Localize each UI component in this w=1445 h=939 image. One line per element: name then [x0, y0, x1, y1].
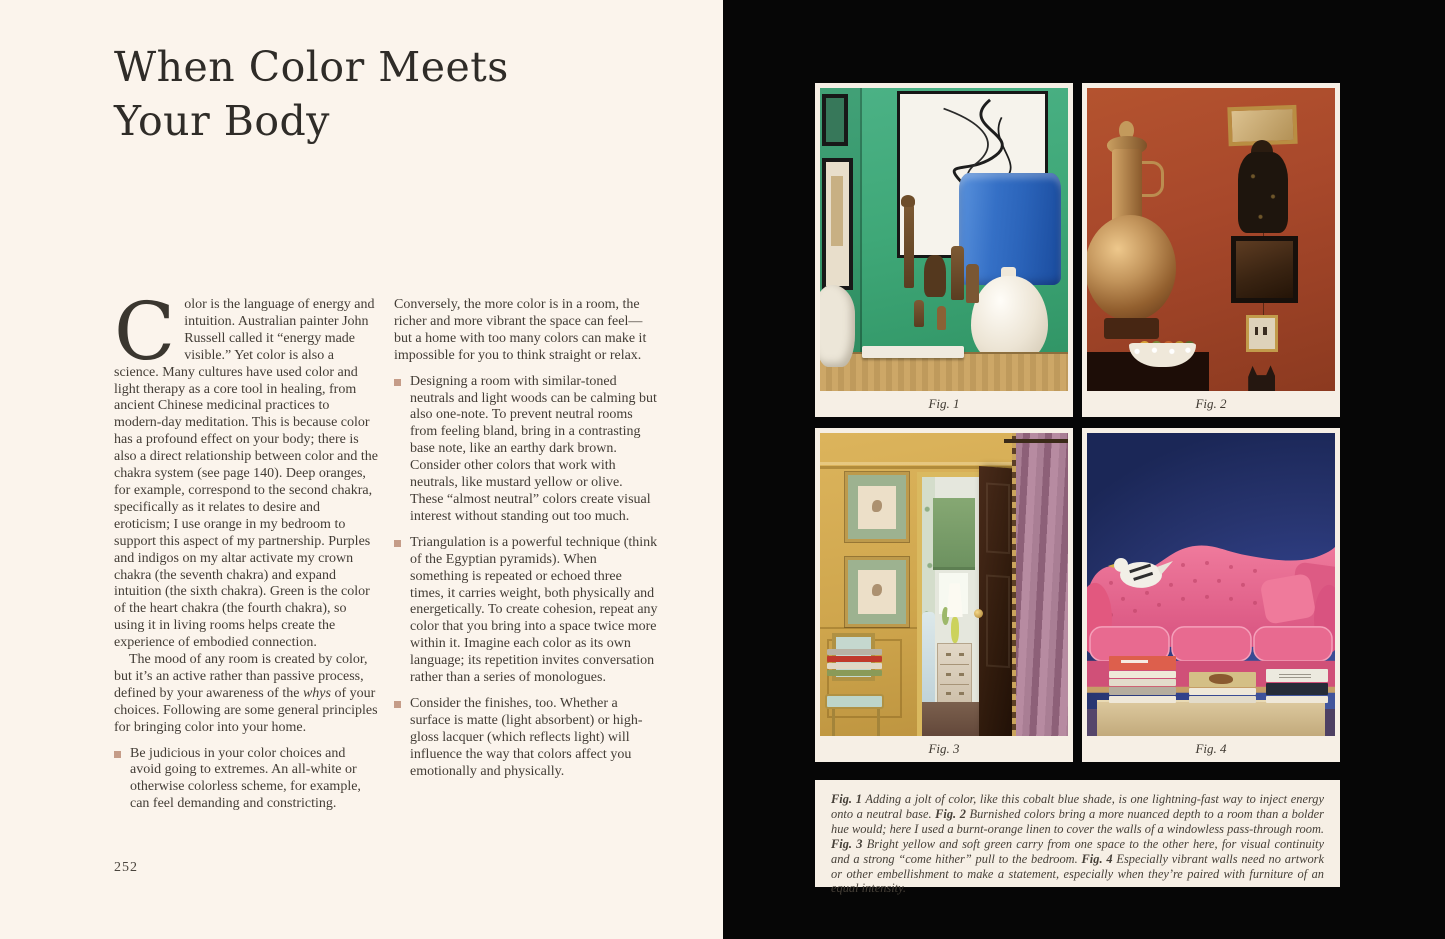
- plaster-bust: [820, 285, 855, 367]
- carved-wooden-hand: [951, 246, 963, 301]
- carved-wooden-hand: [937, 306, 947, 330]
- figure-3-photo-yellow-hall: [820, 433, 1068, 736]
- caption-fig3-label: Fig. 3: [831, 836, 863, 851]
- curtain-rod: [1004, 439, 1068, 443]
- chair-leg: [877, 709, 880, 736]
- right-page: [723, 0, 1445, 939]
- italic-word: whys: [302, 685, 331, 701]
- white-ceramic-lamp-base: [971, 276, 1048, 364]
- carved-wooden-hand: [914, 300, 924, 327]
- caption-fig4-text: Especially vibrant walls need no artwork or other embellishment to make a statement, especially when they’re paired with furniture of an equal intensity.: [831, 851, 1325, 896]
- drop-cap: C: [114, 285, 176, 378]
- book-stack-on-chair: [827, 648, 882, 676]
- small-gold-frame: [1246, 315, 1278, 351]
- white-tray: [862, 346, 964, 358]
- caption-fig3-text: Bright yellow and soft green carry from one space to the other here, for visual continuity and a strong “come hither” pull to the bedroom.: [831, 836, 1324, 866]
- figure-4-photo-blue-room: [1087, 433, 1335, 736]
- bullet-item-1: [114, 746, 378, 814]
- cat-silhouette: [1248, 364, 1275, 391]
- carved-wooden-hand: [924, 255, 946, 297]
- figure-4: [1082, 428, 1340, 762]
- book-stack-left: [1109, 656, 1176, 703]
- book-stack-middle: [1189, 672, 1256, 703]
- green-matted-print-bottom: [845, 557, 909, 627]
- caption-fig1-text: Adding a jolt of color, like this cobalt blue shade, is one lightning-fast way to inject energy onto a neutral base.: [831, 792, 1325, 821]
- green-matted-print-top: [845, 472, 909, 542]
- paragraph-conversely: Conversely, the more color is in a room, the richer and more vibrant the space can feel—but a home with too many colors can make it impossible for you to think straight or relax.: [394, 297, 647, 363]
- page-number: 252: [114, 860, 138, 875]
- figure-1-label: Fig. 1: [928, 396, 960, 411]
- caption-fig1-label: Fig. 1: [831, 792, 862, 806]
- text-column-1: [114, 285, 378, 813]
- caption-fig4-label: Fig. 4: [1081, 851, 1113, 866]
- bullet-4-text: Consider the finishes, too. Whether a surface is matte (light absorbent) or high-gloss lacquer (which reflects light) will influence the way that colors affect you emotionally and physically.: [410, 695, 643, 779]
- samovar-handle: [1142, 161, 1164, 197]
- bullet-square-icon: [394, 540, 401, 547]
- mauve-curtain: [1016, 433, 1068, 736]
- carved-wooden-arm: [904, 203, 914, 288]
- paragraph-mood: The mood of any room is created by color, but it’s an active rather than passive process, defined by your awareness of the whys of your choices. Following are some general principles for bringing color into your home.: [114, 652, 378, 735]
- figure-2-photo-rust-wall: [1087, 88, 1335, 391]
- black-framed-picture: [1231, 236, 1298, 303]
- hanging-textile-figure: [1238, 152, 1288, 234]
- figure-caption-box: [815, 780, 1340, 896]
- figure-1: [815, 83, 1073, 417]
- bed: [922, 612, 936, 705]
- figure-1-photo-green-room: [820, 88, 1068, 391]
- wall-frame-print: [822, 158, 853, 290]
- figure-3: [815, 428, 1073, 762]
- title-line-1: When Color Meets: [114, 43, 509, 91]
- bullet-square-icon: [114, 751, 121, 758]
- bullet-3-text: Triangulation is a powerful technique (think of the Egyptian pyramids). When something is repeated or echoed three times, it carries weight, both physically and energetically. To create cohesion, repeat any color that you bring into a space twice more within it. Imagine each color as its own language; its repetition invites conversation rather than a series of monologues.: [410, 534, 658, 686]
- chartreuse-lamp-base: [951, 617, 958, 643]
- text-column-2: [394, 297, 658, 780]
- chair-leg: [832, 709, 835, 736]
- figure-2: [1082, 83, 1340, 417]
- bullet-2-text: Designing a room with similar-toned neutrals and light woods can be calming but also one-note. To prevent neutral rooms from feeling bland, bring in a contrasting base note, like an earthy dark brown. Consider other colors that work with neutrals, like mustard yellow or olive. These “almost neutral” colors create visual interest without standing out too much.: [410, 373, 657, 524]
- doorway-to-bedroom: [917, 472, 984, 736]
- bullet-square-icon: [394, 379, 401, 386]
- paragraph-intro: [114, 285, 378, 652]
- carved-wooden-hand: [966, 264, 978, 303]
- brass-samovar: [1087, 215, 1176, 321]
- bullet-1-text: Be judicious in your color choices and avoid going to extremes. An all-white or otherwise colorless scheme, for example, can feel demanding and constricting.: [130, 745, 361, 812]
- caption-fig2-text: Burnished colors bring a more nuanced depth to a room than a bolder hue would; here I used a burnt-orange linen to cover the walls of a windowless pass-through room.: [831, 806, 1325, 836]
- bullet-square-icon: [394, 701, 401, 708]
- aqua-chair-seat: [825, 694, 885, 709]
- coffee-table: [1097, 700, 1325, 736]
- figure-4-label: Fig. 4: [1195, 741, 1227, 756]
- bedroom-floor: [922, 702, 979, 736]
- figure-2-label: Fig. 2: [1195, 396, 1227, 411]
- title-line-2: Your Body: [114, 97, 330, 146]
- intro-text: olor is the language of energy and intuition. Australian painter John Russell called it “energy made visible.” Yet color is also a science. Many cultures have used color and light therapy as a core tool in healing, from ancient Chinese medicinal practices to modern-day meditation. This is because color has a profound effect on your body; there is also a direct relationship between color and the chakra system (see page 140). Deep oranges, for example, correspond to the second chakra, specifically as it relates to desire and eroticism; I use orange in my bedroom to support this aspect of my partnership. Purples and indigos on my altar activate my crown chakra (the seventh chakra) and expand intuition (the sixth chakra). Green is the color of the heart chakra (the fourth chakra), so using it in living rooms helps create the experience of embodied connection.: [114, 297, 378, 651]
- door-knob: [974, 609, 983, 618]
- green-roman-shade: [933, 498, 975, 570]
- bullet-item-3: [394, 535, 658, 687]
- open-dark-door: [979, 466, 1016, 736]
- bullet-item-2: [394, 374, 658, 526]
- print: [831, 176, 843, 246]
- dresser: [937, 643, 972, 705]
- chair-rail: [820, 627, 919, 629]
- wall-frame-small: [822, 94, 848, 146]
- page-title: [114, 40, 509, 148]
- book-stack-right: [1266, 669, 1328, 703]
- figure-3-label: Fig. 3: [928, 741, 960, 756]
- caption-fig2-label: Fig. 2: [935, 806, 966, 821]
- samovar-neck: [1112, 149, 1142, 225]
- bullet-item-4: [394, 696, 658, 781]
